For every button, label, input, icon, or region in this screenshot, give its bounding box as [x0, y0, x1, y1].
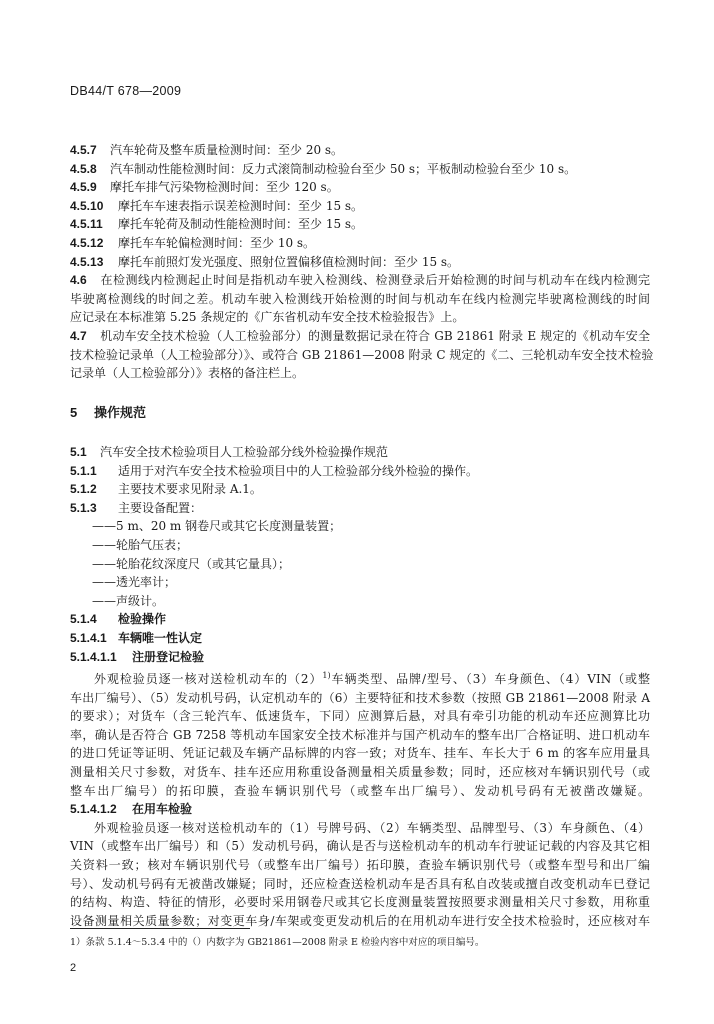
- clause-4-7-line3: 记录单（人工检验部分）》表格的备注栏上。: [70, 366, 305, 381]
- clause-5-1-4-1-1: 5.1.4.1.1 注册登记检验: [70, 649, 205, 664]
- clause-4-5-7: 4.5.7 汽车轮荷及整车质量检测时间：至少 20 s。: [70, 143, 344, 157]
- clause-5-1-1: 5.1.1 适用于对汽车安全技术检验项目中的人工检验部分线外检验的操作。: [70, 463, 479, 478]
- clause-4-5-13: 4.5.13 摩托车前照灯发光强度、照射位置偏移值检测时间：至少 15 s。: [70, 254, 460, 269]
- equipment-item-1: ——5 m、20 m 钢卷尺或其它长度测量装置；: [92, 519, 342, 534]
- footnote-divider: [70, 928, 250, 929]
- section-5-number: 5: [70, 405, 78, 420]
- clause-4-5-12: 4.5.12 摩托车车轮偏检测时间：至少 10 s。: [70, 235, 316, 250]
- clause-5-1-3: 5.1.3 主要设备配置：: [70, 500, 203, 515]
- clause-4-6: 4.6 在检测线内检测起止时间是指机动车驶入检测线、检测登录后开始检测的时间与机动车在线内检测完: [70, 273, 650, 288]
- clause-4-6-line2: 毕驶离检测线的时间之差。机动车驶入检测线开始检测的时间与机动车在线内检测完毕驶离检测线的时间: [70, 291, 650, 306]
- clause-5-1-4-1-2: 5.1.4.1.2 在用车检验: [70, 802, 193, 817]
- clause-5-1-2: 5.1.2 主要技术要求见附录 A.1。: [70, 482, 262, 497]
- equipment-item-2: ——轮胎气压表；: [92, 537, 189, 552]
- standard-number: DB44/T 678—2009: [70, 84, 182, 98]
- section-5-title: 操作规范: [94, 406, 147, 421]
- section-4-timing: [70, 141, 654, 383]
- equipment-item-4: ——透光率计；: [92, 575, 177, 590]
- section-5-1: [70, 443, 650, 666]
- equipment-item-5: ——声级计。: [92, 593, 165, 608]
- page-number: 2: [70, 962, 77, 974]
- clause-4-5-8: 4.5.8 汽车制动性能检测时间：反力式滚筒制动检验台至少 50 s；平板制动检验台至少 10 s。: [70, 161, 577, 176]
- footnote: 1）条款 5.1.4～5.3.4 中的（）内数字为 GB21861—2008 附录 E 检验内容中对应的项目编号。: [70, 937, 485, 948]
- clause-5-1: 5.1 汽车安全技术检验项目人工检验部分线外检验操作规范: [70, 445, 389, 459]
- clause-4-7: 4.7 机动车安全技术检验（人工检验部分）的测量数据记录在符合 GB 21861 附录 E 规定的《机动车安全: [70, 328, 650, 343]
- footnote-marker: 1): [322, 671, 331, 680]
- clause-5-1-4: 5.1.4 检验操作: [70, 612, 167, 627]
- equipment-item-3: ——轮胎花纹深度尺（或其它量具）；: [92, 556, 291, 571]
- clause-4-5-9: 4.5.9 摩托车排气污染物检测时间：至少 120 s。: [70, 180, 339, 195]
- clause-4-7-line2: 技术检验记录单（人工检验部分）》、或符合 GB 21861—2008 附录 C 规定的《二、三轮机动车安全技术检验: [70, 347, 654, 362]
- clause-5-1-4-1: 5.1.4.1 车辆唯一性认定: [70, 630, 203, 645]
- clause-4-5-10: 4.5.10 摩托车车速表指示误差检测时间：至少 15 s。: [70, 198, 364, 213]
- registration-check-paragraph: 外观检验员逐一核对送检机动车的$(2)^{1)}$车辆类型、品牌/型号、（3）车身颜色、（4）VIN（或整 车出厂编号）、（5）发动机号码，认定机动车的（6）主要特征和技术参数（按照 GB 21861—2008 附录 A 的要求）；对货车（含三轮汽车、低速货车，下同）应测算后悬，对具有牵引功能的机动车还应测算比功 率，确认是否符合 GB 7258 等机动车国家安全技术标准并与国产机动车的整车出厂合格证明、进口机动车 的进口凭证等证明、凭证记载及车辆产品标牌的内容一致；对货车、挂车、车长大于 6 m 的客车应用量具 测量相关尺寸参数，对货车、挂车还应用称重设备测量相关质量参数；同时，还应核对车辆识别代号（或 整车出厂编号）的拓印膜，查验车辆识别代号（或整车出厂编号）、发动机号码有无被凿改嫌疑。 5.1.4.1.2 在用车检验 外观检验员逐一核对送检机动车的（1）号牌号码、（2）车辆类型、品牌型号、（3）车身颜色、（4） VIN（或整车出厂编号）和（5）发动机号码，确认是否与送检机动车的机动车行驶证记载的内容及其它相 关资料一致；核对车辆识别代号（或整车出厂编号）拓印膜，查验车辆识别代号（或整车型号和出厂编 号）、发动机号码有无被凿改嫌疑；同时，还应检查送检机动车是否具有私自改装或擅自改变机动车已登记 的结构、构造、特征的情形，必要时采用钢卷尺或其它长度测量装置按照要求测量相关尺寸参数，用称重 设备测量相关质量参数；对变更车身/车架或变更发动机后的在用机动车进行安全技术检验时，还应核对车: [70, 671, 650, 928]
- clause-4-5-11: 4.5.11 摩托车轮荷及制动性能检测时间：至少 15 s。: [70, 217, 364, 232]
- section-5-heading: [70, 404, 650, 424]
- clause-4-6-line3: 应记录在本标准第 5.25 条规定的《广东省机动车安全技术检验报告》上。: [70, 310, 465, 325]
